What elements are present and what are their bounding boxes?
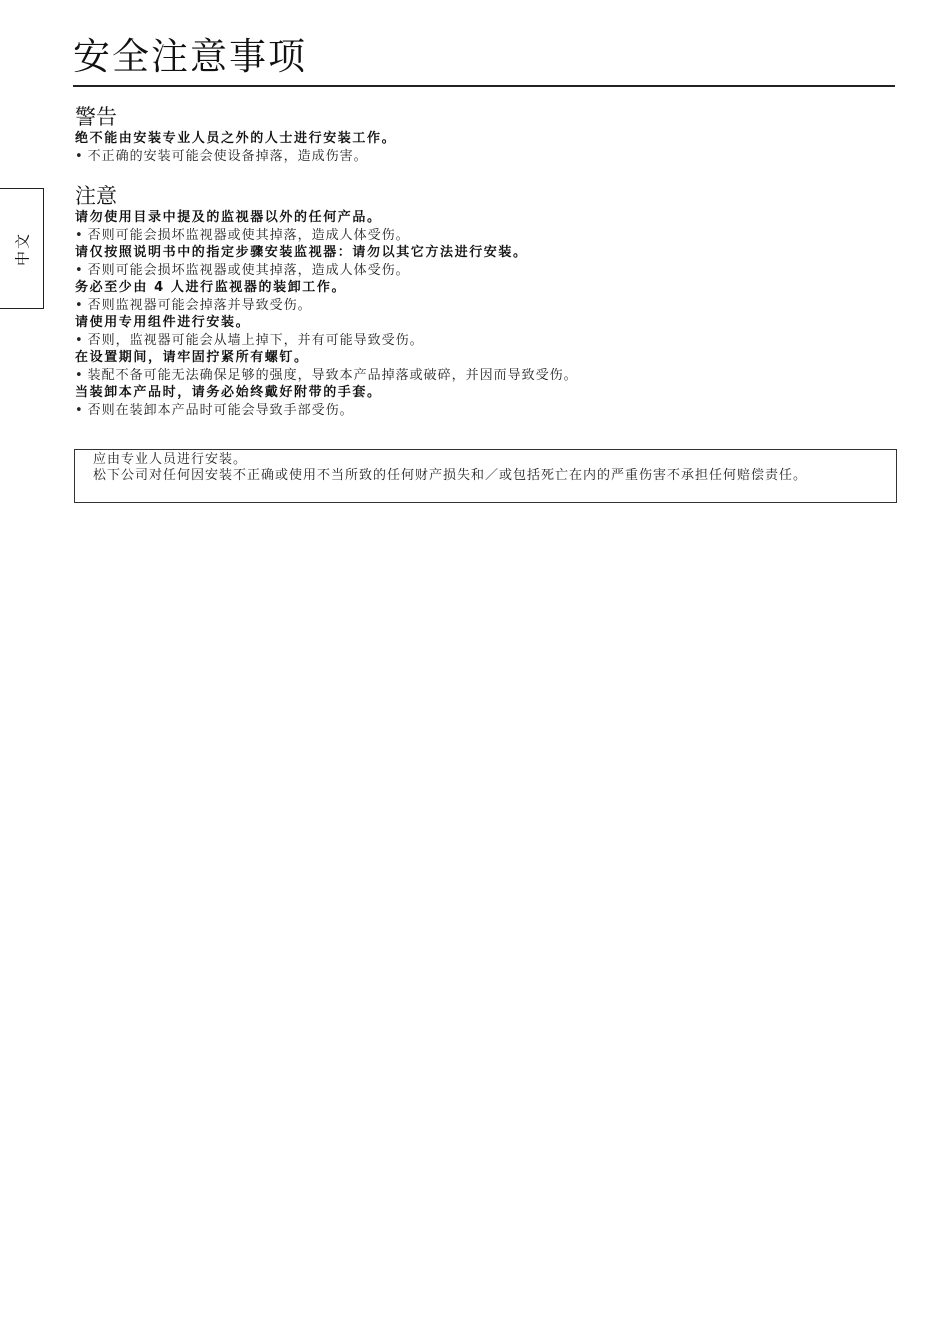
caution-section [75, 183, 895, 419]
caution-statement: 请使用专用组件进行安装。 [75, 315, 251, 330]
caution-statement: 当装卸本产品时，请务必始终戴好附带的手套。 [75, 385, 382, 400]
caution-note: • 否则在装卸本产品时可能会导致手部受伤。 [75, 402, 354, 418]
caution-note: • 否则可能会损坏监视器或使其掉落，造成人体受伤。 [75, 227, 410, 243]
notice-line-2: 松下公司对任何因安装不正确或使用不当所致的任何财产损失和／或包括死亡在内的严重伤害不承担任何赔偿责任。 [93, 468, 808, 483]
caution-note: • 否则监视器可能会掉落并导致受伤。 [75, 297, 312, 313]
language-tab [0, 188, 44, 309]
warning-section [75, 104, 895, 165]
warning-heading: 警告 [75, 105, 117, 129]
warning-note: • 不正确的安装可能会使设备掉落，造成伤害。 [75, 148, 368, 164]
caution-statement: 在设置期间，请牢固拧紧所有螺钉。 [75, 350, 309, 365]
warning-statement: 绝不能由安装专业人员之外的人士进行安装工作。 [75, 131, 397, 146]
page-title: 安全注意事项 [73, 33, 895, 87]
caution-note: • 否则可能会损坏监视器或使其掉落，造成人体受伤。 [75, 262, 410, 278]
caution-statement: 请仅按照说明书中的指定步骤安装监视器：请勿以其它方法进行安装。 [75, 245, 528, 260]
language-tab-label: 中文 [13, 231, 31, 266]
caution-note: • 装配不备可能无法确保足够的强度，导致本产品掉落或破碎，并因而导致受伤。 [75, 367, 578, 383]
caution-statement: 务必至少由 4 人进行监视器的装卸工作。 [75, 280, 347, 295]
caution-heading: 注意 [75, 184, 117, 208]
installation-notice-box [74, 449, 897, 503]
caution-statement: 请勿使用目录中提及的监视器以外的任何产品。 [75, 210, 382, 225]
notice-line-1: 应由专业人员进行安装。 [93, 452, 248, 467]
caution-note: • 否则，监视器可能会从墙上掉下，并有可能导致受伤。 [75, 332, 424, 348]
